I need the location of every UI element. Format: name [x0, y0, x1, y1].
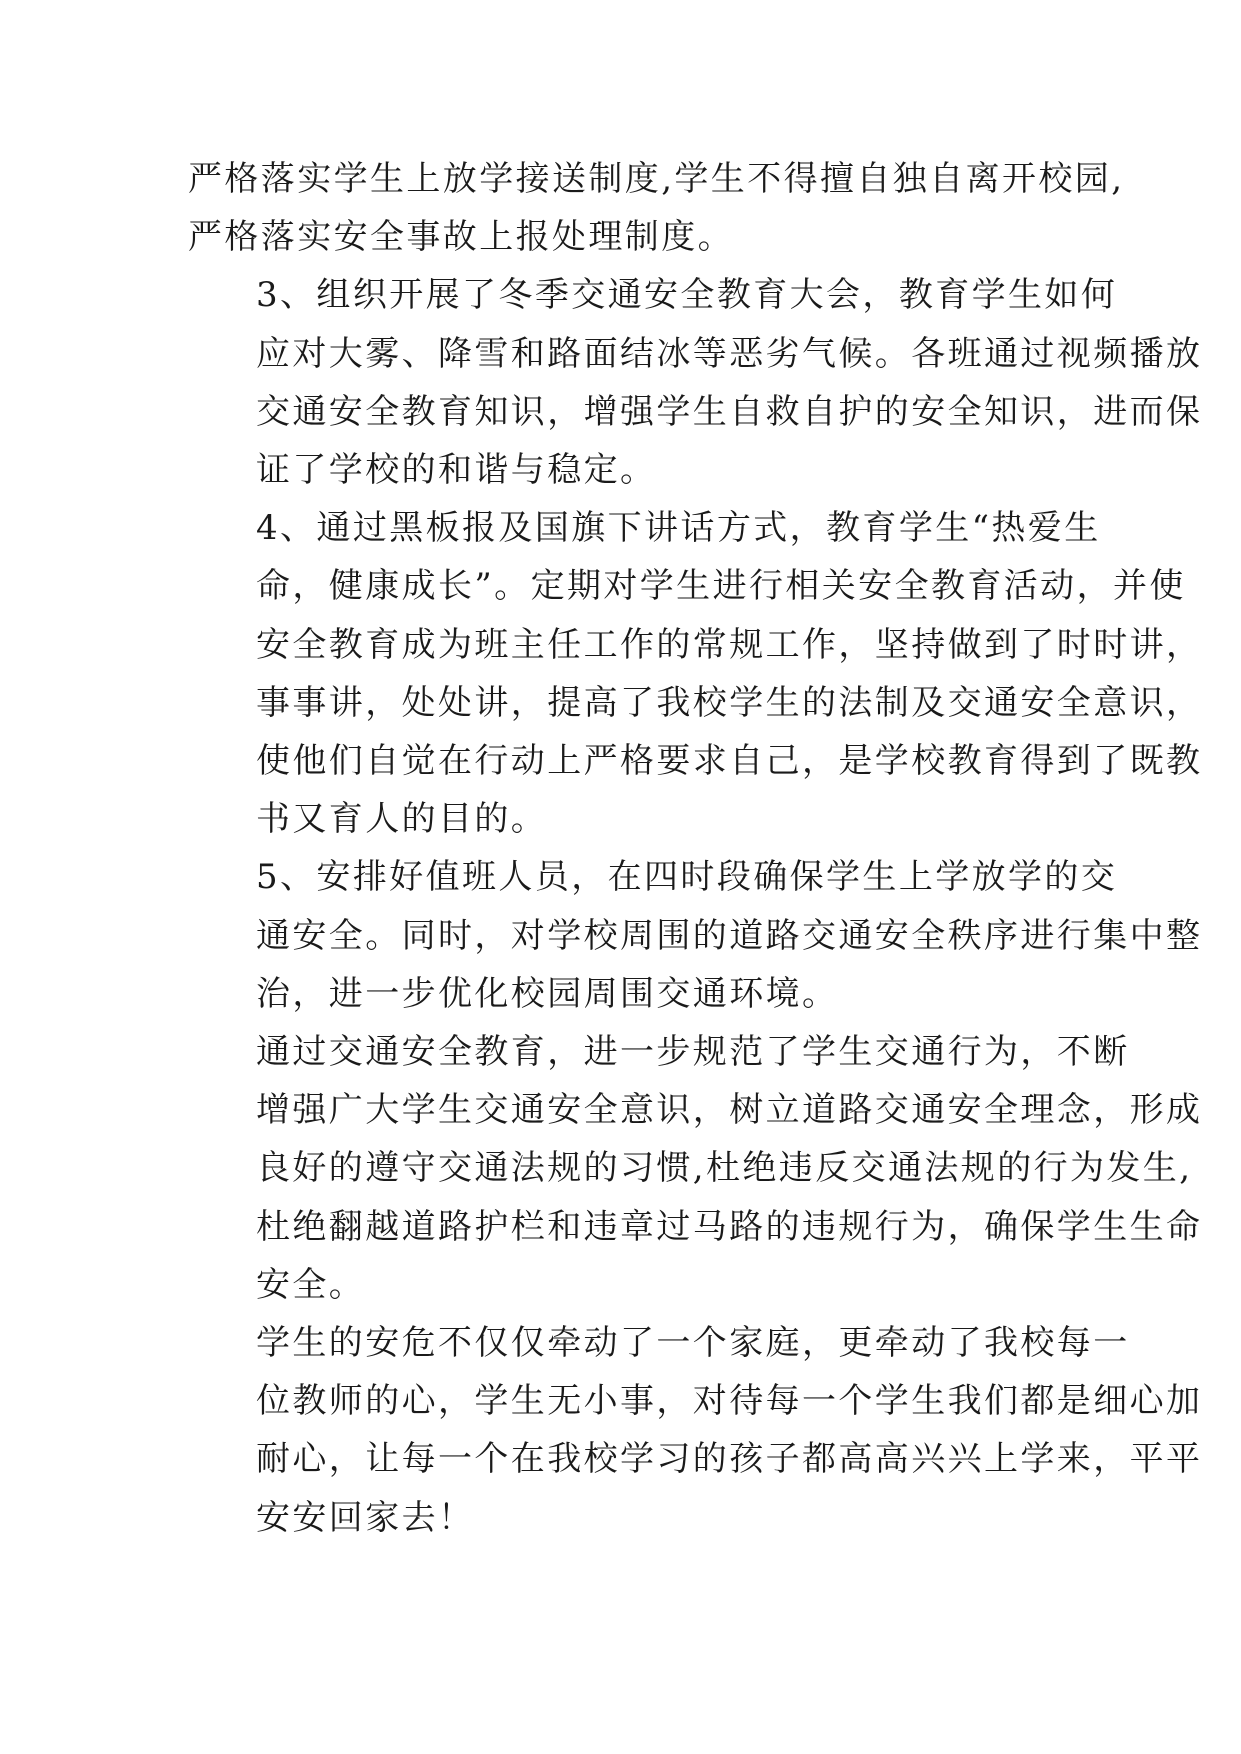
paragraph-pickup-policy — [188, 150, 1125, 266]
paragraph-item-3 — [188, 266, 1203, 499]
text-line: 书又育人的目的。 — [256, 799, 548, 840]
text-line: 命，健康成长”。定期对学生进行相关安全教育活动，并使 — [256, 566, 1186, 607]
text-line: 证了学校的和谐与稳定。 — [256, 450, 657, 491]
text-line: 5、安排好值班人员，在四时段确保学生上学放学的交 — [256, 857, 1118, 898]
paragraph-closing — [188, 1314, 1203, 1547]
text-line: 通安全。同时，对学校周围的道路交通安全秩序进行集中整 — [256, 915, 1203, 956]
text-line: 增强广大学生交通安全意识，树立道路交通安全理念，形成 — [256, 1090, 1203, 1131]
text-line: 安全。 — [256, 1264, 366, 1305]
text-line: 杜绝翻越道路护栏和违章过马路的违规行为，确保学生生命 — [256, 1206, 1203, 1247]
text-line: 严格落实学生上放学接送制度,学生不得擅自独自离开校园, — [188, 159, 1125, 199]
text-line: 学生的安危不仅仅牵动了一个家庭，更牵动了我校每一 — [256, 1323, 1130, 1364]
text-line: 安全教育成为班主任工作的常规工作，坚持做到了时时讲， — [256, 624, 1203, 665]
text-line: 使他们自觉在行动上严格要求自己，是学校教育得到了既教 — [256, 741, 1203, 782]
text-line: 耐心，让每一个在我校学习的孩子都高高兴兴上学来，平平 — [256, 1439, 1203, 1480]
text-line: 交通安全教育知识，增强学生自救自护的安全知识，进而保 — [256, 391, 1203, 432]
text-line: 3、组织开展了冬季交通安全教育大会，教育学生如何 — [256, 275, 1118, 316]
paragraph-item-4 — [188, 499, 1203, 848]
text-line: 通过交通安全教育，进一步规范了学生交通行为，不断 — [256, 1032, 1130, 1073]
text-line: 安安回家去！ — [256, 1497, 475, 1538]
paragraph-summary — [188, 1023, 1203, 1314]
text-line: 事事讲，处处讲，提高了我校学生的法制及交通安全意识， — [256, 682, 1203, 723]
paragraph-item-5 — [188, 848, 1203, 1023]
text-line: 严格落实安全事故上报处理制度。 — [188, 217, 734, 258]
text-line: 良好的遵守交通法规的习惯,杜绝违反交通法规的行为发生, — [256, 1148, 1193, 1189]
document-body — [188, 150, 1203, 1547]
text-line: 治，进一步优化校园周围交通环境。 — [256, 973, 839, 1014]
text-line: 位教师的心，学生无小事，对待每一个学生我们都是细心加 — [256, 1381, 1203, 1422]
text-line: 应对大雾、降雪和路面结冰等恶劣气候。各班通过视频播放 — [256, 333, 1203, 374]
text-line: 4、通过黑板报及国旗下讲话方式，教育学生“热爱生 — [256, 508, 1101, 549]
